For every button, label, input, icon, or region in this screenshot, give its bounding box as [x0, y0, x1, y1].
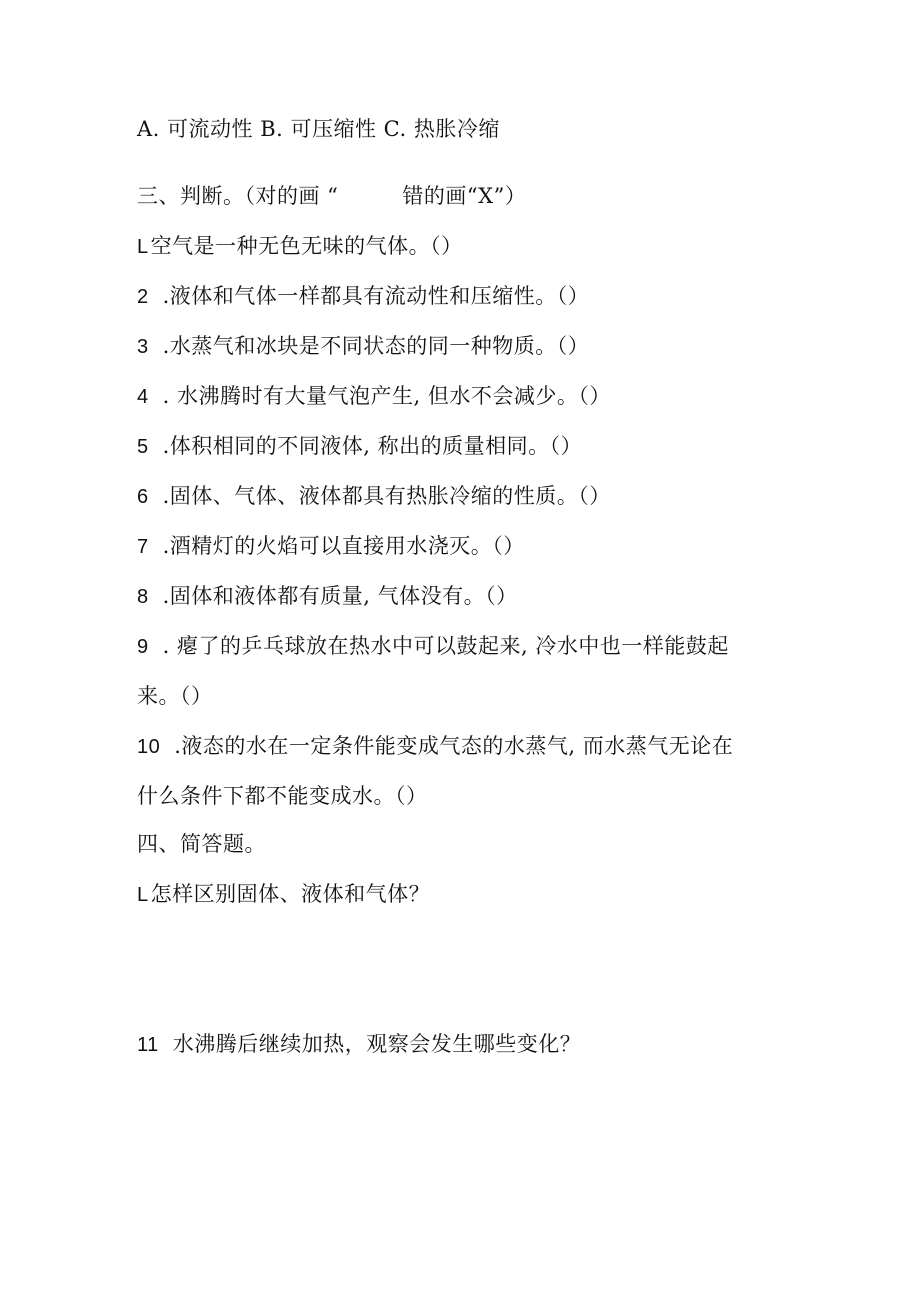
judge-item-10 — [137, 732, 733, 761]
item-text-continuation: 什么条件下都不能变成水。（） — [137, 784, 428, 808]
item-text: .液体和气体一样都具有流动性和压缩性。（） — [162, 284, 590, 308]
item-text: . 瘪了的乒乓球放在热水中可以鼓起来, 冷水中也一样能鼓起 — [162, 634, 729, 658]
section3-heading-part1: 三、判断。（对的画 “ — [137, 184, 339, 208]
item-text: .水蒸气和冰块是不同状态的同一种物质。（） — [162, 334, 590, 358]
judge-item-2 — [137, 282, 589, 311]
item-number: 6 — [137, 486, 149, 508]
question-number: L — [137, 884, 149, 906]
judge-item-3 — [137, 332, 589, 361]
judge-item-6 — [137, 482, 611, 511]
item-text: . 水沸腾时有大量气泡产生, 但水不会减少。（） — [162, 384, 611, 408]
item-number: 8 — [137, 586, 149, 608]
item-text: .体积相同的不同液体, 称出的质量相同。（） — [162, 434, 583, 458]
item-number: 2 — [137, 286, 149, 308]
item-number: 7 — [137, 536, 149, 558]
judge-item-1 — [137, 232, 463, 261]
question-text: 怎样区别固体、液体和气体？ — [150, 882, 431, 906]
question-text: 水沸腾后继续加热，观察会发生哪些变化？ — [172, 1032, 582, 1056]
short-answer-question-2 — [137, 1030, 581, 1059]
section3-heading-part2: 错的画“X”） — [402, 184, 527, 208]
item-number: 9 — [137, 636, 149, 658]
item-text: .固体、气体、液体都具有热胀冷缩的性质。（） — [162, 484, 611, 508]
item-number: 10 — [137, 736, 161, 758]
item-text-continuation: 来。（） — [137, 684, 213, 708]
item-text: .固体和液体都有质量, 气体没有。（） — [162, 584, 518, 608]
judge-item-9 — [137, 632, 729, 661]
section4-heading-text: 四、简答题。 — [137, 832, 266, 856]
judge-item-7 — [137, 532, 525, 561]
choices-line — [137, 115, 500, 143]
judge-item-4 — [137, 382, 611, 411]
choices-text: A. 可流动性 B. 可压缩性 C. 热胀冷缩 — [137, 117, 500, 141]
item-number: 4 — [137, 386, 149, 408]
short-answer-question-1 — [137, 880, 430, 909]
judge-item-5 — [137, 432, 582, 461]
section4-heading — [137, 830, 266, 858]
judge-item-10-continuation — [137, 782, 428, 810]
item-text: 空气是一种无色无味的气体。（） — [150, 234, 463, 258]
section3-heading — [137, 182, 526, 210]
question-number: 11 — [137, 1034, 159, 1056]
item-number: 5 — [137, 436, 149, 458]
item-text: .液态的水在一定条件能变成气态的水蒸气, 而水蒸气无论在 — [174, 734, 734, 758]
item-number: 3 — [137, 336, 149, 358]
judge-item-9-continuation — [137, 682, 213, 710]
item-text: .酒精灯的火焰可以直接用水浇灭。（） — [162, 534, 525, 558]
item-number: L — [137, 236, 149, 258]
judge-item-8 — [137, 582, 518, 611]
